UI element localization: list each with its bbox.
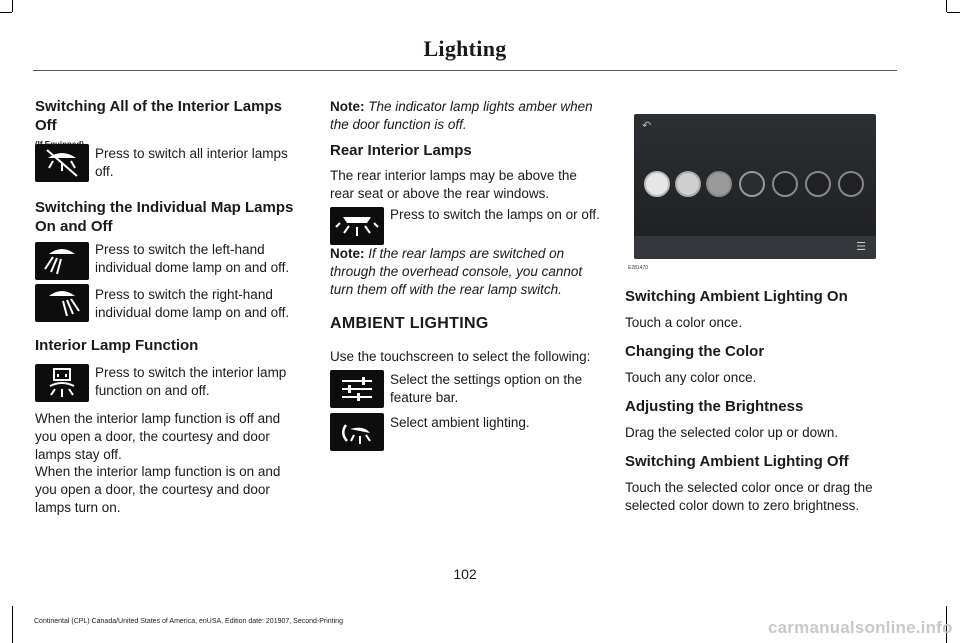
header-rule [33, 70, 897, 71]
screen-feature-bar [634, 236, 876, 259]
crop-mark [946, 0, 947, 12]
touchscreen-intro: Use the touchscreen to select the following: [330, 349, 591, 364]
rear-lamp-description: Press to switch the lamps on or off. [390, 207, 600, 222]
page-number: 102 [453, 566, 477, 582]
settings-sliders-icon: ☰ [856, 241, 866, 253]
crop-mark [0, 12, 12, 13]
color-swatch [772, 171, 798, 197]
note-label: Note: [330, 99, 365, 114]
back-arrow-icon: ↶ [642, 120, 652, 132]
color-swatch [838, 171, 864, 197]
settings-sliders-icon [330, 370, 384, 408]
color-swatch [706, 171, 732, 197]
color-swatch [805, 171, 831, 197]
rear-lamp-icon [330, 207, 384, 245]
heading-adjust-brightness: Adjusting the Brightness [625, 398, 804, 415]
color-swatch [675, 171, 701, 197]
function-description: Press to switch the interior lamp function on and off. [95, 365, 287, 398]
right-dome-description: Press to switch the right-hand individual dome lamp on and off. [95, 287, 290, 320]
heading-all-lamps-off: Switching All of the Interior Lamps Off [35, 98, 282, 134]
note-rear-lamps [330, 245, 605, 299]
color-swatch [739, 171, 765, 197]
heading-ambient-off: Switching Ambient Lighting Off [625, 453, 849, 470]
page-title: Lighting [423, 36, 507, 61]
heading-rear-interior-lamps: Rear Interior Lamps [330, 142, 472, 159]
ambient-lighting-screen-image [634, 114, 876, 259]
note2-text: If the rear lamps are switched on through the overhead console, you cannot turn them off with the rear lamp switch. [330, 246, 583, 297]
map-lamps-heading [35, 198, 307, 236]
crop-mark [12, 0, 13, 12]
all-off-description: Press to switch all interior lamps off. [95, 146, 288, 179]
right-dome-lamp-icon [35, 284, 89, 322]
crop-mark [12, 606, 13, 643]
paragraph-function-off: When the interior lamp function is off and you open a door, the courtesy and door lamps stay off. [35, 411, 281, 462]
left-dome-lamp-icon [35, 242, 89, 280]
heading-ambient-on: Switching Ambient Lighting On [625, 288, 848, 305]
heading-interior-lamp-function: Interior Lamp Function [35, 337, 199, 354]
paragraph-rear-lamps: The rear interior lamps may be above the rear seat or above the rear windows. [330, 168, 577, 201]
paragraph-function-on: When the interior lamp function is on and you open a door, the courtesy and door lamps turn on. [35, 464, 281, 515]
door-lamp-function-icon [35, 364, 89, 402]
settings-description: Select the settings option on the feature bar. [390, 372, 583, 405]
note-label: Note: [330, 246, 365, 261]
section-ambient-lighting: AMBIENT LIGHTING [330, 315, 489, 332]
note1-text: The indicator lamp lights amber when the door function is off. [330, 99, 593, 132]
paragraph-ambient-on: Touch a color once. [625, 315, 743, 330]
image-code: E281470 [628, 265, 649, 271]
paragraph-adjust-brightness: Drag the selected color up or down. [625, 425, 839, 440]
left-column [35, 97, 307, 149]
note-indicator-lamp [330, 98, 605, 134]
edition-footer: Continental (CPL) Canada/United States of America, enUSA, Edition date: 201907, Second-Printing [34, 618, 343, 625]
heading-map-lamps-line1: Switching the Individual Map Lamps [35, 199, 294, 216]
interior-lamps-off-icon [35, 144, 89, 182]
color-swatch [644, 171, 670, 197]
left-dome-description: Press to switch the left-hand individual dome lamp on and off. [95, 242, 290, 275]
heading-map-lamps-line2: On and Off [35, 218, 113, 235]
paragraph-change-color: Touch any color once. [625, 370, 757, 385]
watermark: carmanualsonline.info [768, 618, 953, 637]
ambient-description: Select ambient lighting. [390, 415, 530, 430]
crop-mark [947, 12, 960, 13]
paragraph-ambient-off: Touch the selected color once or drag the selected color down to zero brightness. [625, 480, 873, 513]
ambient-lighting-icon [330, 413, 384, 451]
heading-change-color: Changing the Color [625, 343, 765, 360]
